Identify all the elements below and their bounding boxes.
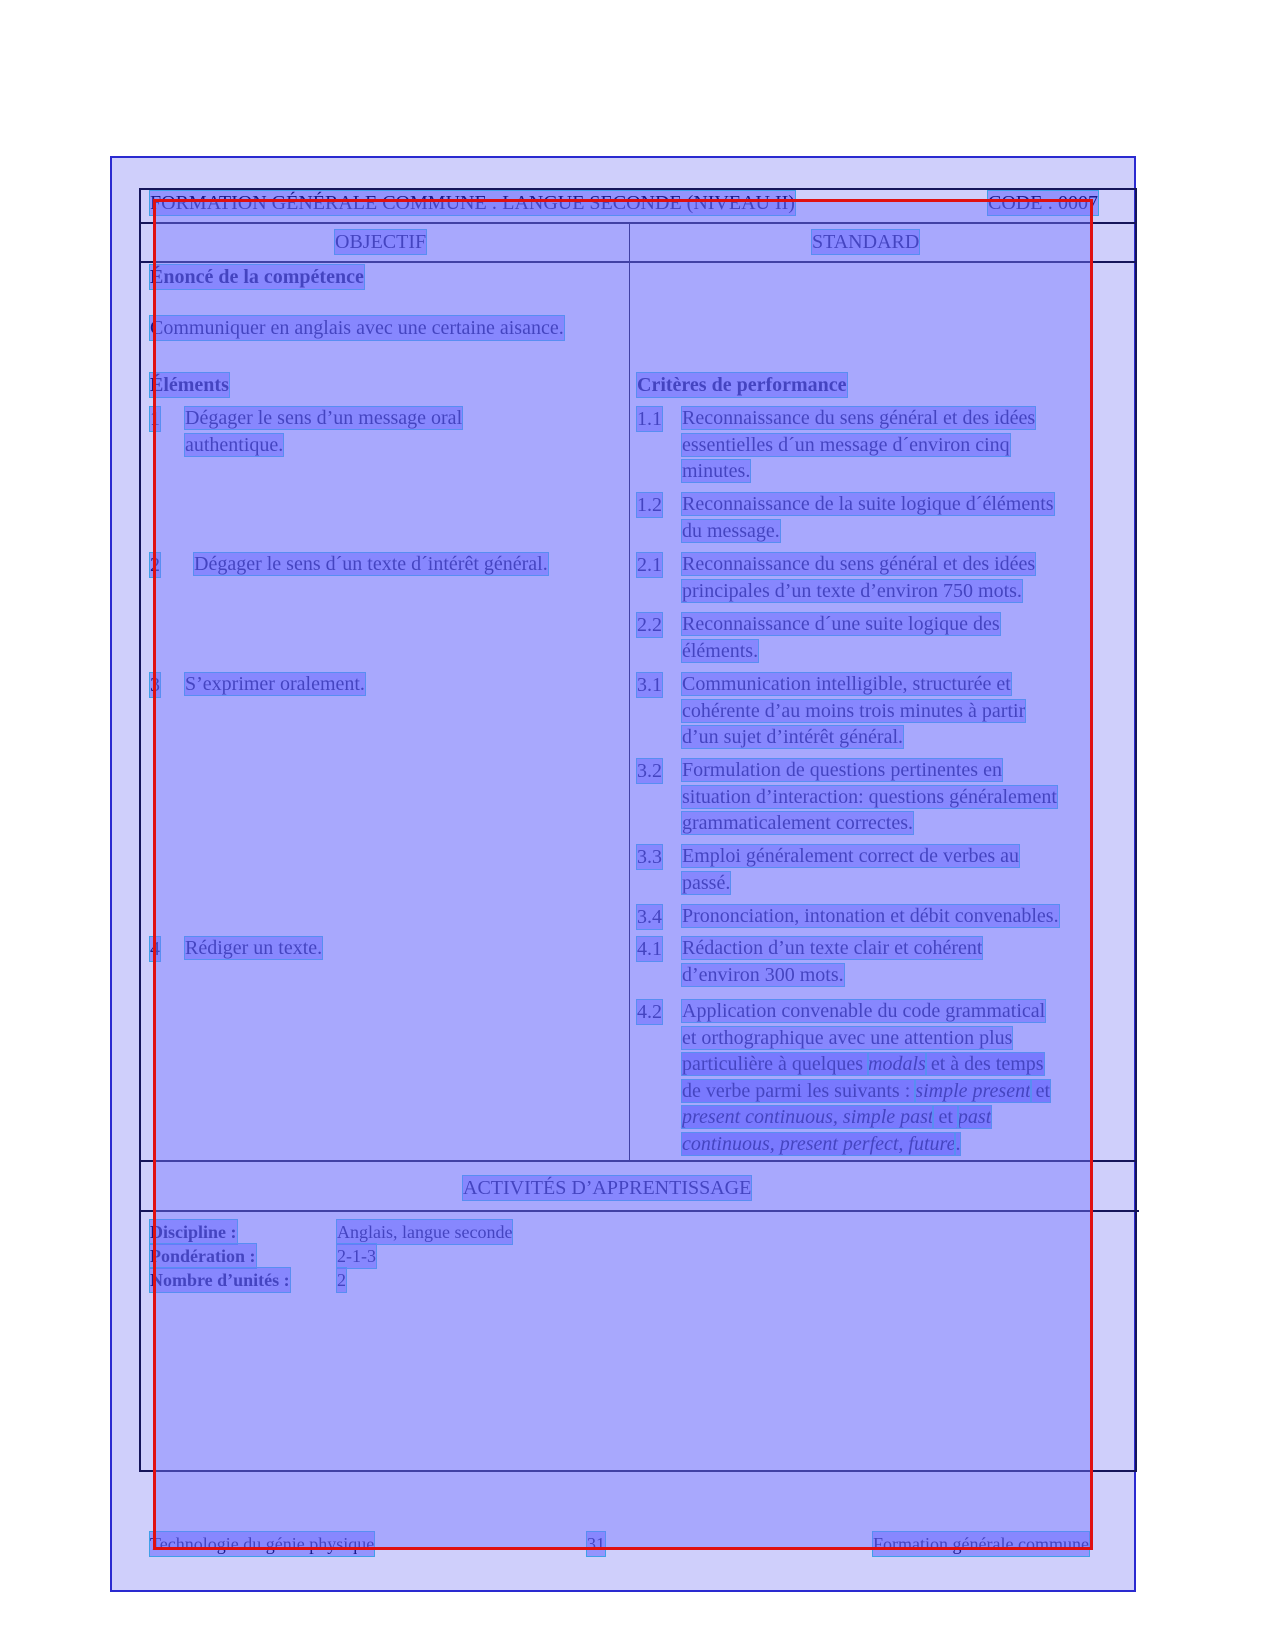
criterion-text: Formulation de questions pertinentes en situation d’interaction: questions généralement grammaticalement correctes. [682, 759, 1057, 834]
discipline-value: Anglais, langue seconde [337, 1222, 513, 1242]
criterion-number: 2.1 [637, 554, 662, 576]
criterion-number: 4.2 [637, 1001, 662, 1023]
element-number: 4 [150, 938, 160, 960]
element-number: 3 [150, 674, 160, 696]
ponderation-value: 2-1-3 [337, 1246, 376, 1266]
criterion-text: Rédaction d’un texte clair et cohérent d’environ 300 mots. [682, 937, 983, 986]
form-code: CODE : 0007 [988, 192, 1098, 214]
element-number: 1 [150, 408, 160, 430]
criterion-number: 3.2 [637, 760, 662, 782]
criterion-text: Application convenable du code grammatical et orthographique avec une attention plus particulière à quelques modals et à des temps de verbe parmi les suivants : simple present et present continuous, simple past et past continuous, present perfect, future. [682, 1000, 1051, 1155]
ponderation-label: Pondération : [150, 1246, 256, 1266]
form-title: FORMATION GÉNÉRALE COMMUNE : LANGUE SECONDE (NIVEAU II) [150, 192, 795, 214]
unites-value: 2 [337, 1270, 346, 1290]
criterion-number: 1.1 [637, 408, 662, 430]
footer-page-number: 31 [587, 1534, 605, 1554]
unites-label: Nombre d’unités : [150, 1270, 290, 1290]
criterion-text: Reconnaissance de la suite logique d´éléments du message. [682, 493, 1054, 542]
footer-program: Technologie du génie physique [150, 1534, 375, 1554]
criterion-number: 3.3 [637, 846, 662, 868]
rule-activities-top [139, 1160, 1137, 1162]
element-text: Dégager le sens d’un message oral authentique. [185, 407, 463, 456]
criterion-number: 1.2 [637, 494, 662, 516]
competence-heading: Énoncé de la compétence [150, 266, 364, 288]
rule-columns [139, 261, 1137, 263]
column-heading-objectif: OBJECTIF [335, 231, 427, 253]
criteria-heading: Critères de performance [637, 374, 847, 396]
criterion-number: 3.1 [637, 674, 662, 696]
criterion-text: Prononciation, intonation et débit convenables. [682, 905, 1059, 927]
criterion-number: 4.1 [637, 938, 662, 960]
criterion-number: 2.2 [637, 614, 662, 636]
criterion-text: Reconnaissance d´une suite logique des éléments. [682, 613, 1000, 662]
activities-title: ACTIVITÉS D’APPRENTISSAGE [463, 1177, 752, 1199]
column-divider [629, 223, 630, 1160]
element-text: Rédiger un texte. [185, 937, 323, 959]
element-text: Dégager le sens d´un texte d´intérêt général. [194, 553, 548, 575]
element-number: 2 [150, 554, 160, 576]
column-heading-standard: STANDARD [812, 231, 920, 253]
criterion-number: 3.4 [637, 906, 662, 928]
criterion-text: Emploi généralement correct de verbes au passé. [682, 845, 1020, 894]
competence-text: Communiquer en anglais avec une certaine aisance. [150, 317, 564, 339]
criterion-text: Reconnaissance du sens général et des idées principales d’un texte d’environ 750 mots. [682, 553, 1036, 602]
criterion-text: Reconnaissance du sens général et des idées essentielles d´un message d´environ cinq minutes. [682, 407, 1036, 482]
rule-activities-bottom [139, 1210, 1139, 1212]
discipline-label: Discipline : [150, 1222, 237, 1242]
criterion-text: Communication intelligible, structurée et cohérente d’au moins trois minutes à partir d’un sujet d’intérêt général. [682, 673, 1026, 748]
elements-heading: Éléments [150, 374, 229, 396]
footer-section: Formation générale commune [873, 1534, 1089, 1554]
rule-header [139, 222, 1137, 224]
element-text: S’exprimer oralement. [185, 673, 365, 695]
